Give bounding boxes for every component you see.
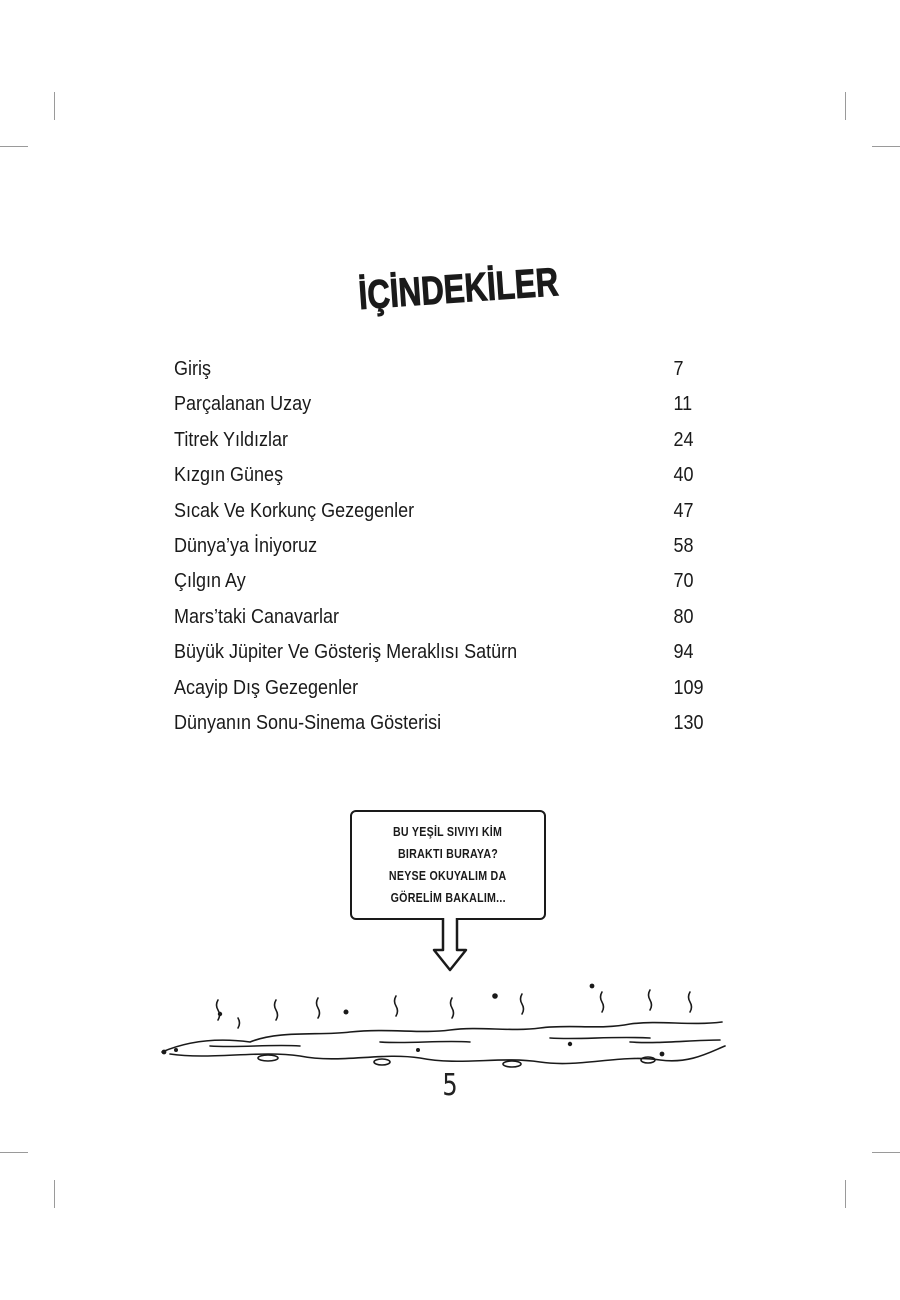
sign-text-line: GÖRELİM BAKALIM... bbox=[390, 890, 506, 905]
toc-entry bbox=[174, 494, 719, 529]
toc-entry bbox=[174, 564, 719, 599]
crop-mark-top-right-horizontal bbox=[872, 146, 900, 147]
toc-entry bbox=[174, 352, 719, 387]
toc-entry-page: 109 bbox=[673, 676, 704, 699]
toc-entry-title: Giriş bbox=[174, 358, 211, 380]
sign-text-line: BU YEŞİL SIVIYI KİM bbox=[393, 824, 503, 839]
toc-entry-page: 11 bbox=[673, 393, 693, 416]
toc-entry-title: Dünya’ya İniyoruz bbox=[174, 534, 318, 557]
sign-text-line: BIRAKTI BURAYA? bbox=[397, 846, 499, 861]
crop-mark-bottom-right-vertical bbox=[845, 1180, 846, 1208]
toc-entry-page: 24 bbox=[673, 428, 694, 451]
toc-entry bbox=[174, 671, 719, 706]
toc-entry-page: 40 bbox=[673, 464, 694, 487]
toc-entry-title: Büyük Jüpiter Ve Gösteriş Meraklısı Satürn bbox=[174, 641, 518, 664]
toc-entry-page: 80 bbox=[673, 605, 694, 628]
toc-entry-page: 130 bbox=[673, 711, 704, 734]
toc-entry bbox=[174, 600, 719, 635]
toc-entry bbox=[174, 529, 719, 564]
crop-mark-bottom-right-horizontal bbox=[872, 1152, 900, 1153]
toc-entry-page: 58 bbox=[673, 534, 694, 557]
crop-mark-bottom-left-horizontal bbox=[0, 1152, 28, 1153]
toc-entry-page: 94 bbox=[673, 641, 694, 664]
toc-entry-page: 70 bbox=[673, 570, 694, 593]
toc-entry bbox=[174, 706, 719, 741]
toc-entry-title: Dünyanın Sonu-Sinema Gösterisi bbox=[174, 711, 442, 734]
page-title-text: İÇİNDEKİLER bbox=[357, 256, 616, 319]
toc-entry-title: Titrek Yıldızlar bbox=[174, 428, 289, 451]
page-title bbox=[350, 250, 616, 319]
toc-entry bbox=[174, 423, 719, 458]
slime-illustration bbox=[150, 800, 740, 1080]
hand-drawn-sign bbox=[350, 810, 546, 920]
crop-mark-bottom-left-vertical bbox=[54, 1180, 55, 1208]
toc-entry-page: 47 bbox=[673, 499, 694, 522]
sign-text-line: NEYSE OKUYALIM DA bbox=[389, 868, 507, 883]
toc-entry-title: Sıcak Ve Korkunç Gezegenler bbox=[174, 499, 415, 522]
crop-mark-top-left-vertical bbox=[54, 92, 55, 120]
table-of-contents bbox=[174, 352, 734, 741]
toc-entry-title: Parçalanan Uzay bbox=[174, 393, 312, 416]
crop-mark-top-right-vertical bbox=[845, 92, 846, 120]
toc-entry-title: Kızgın Güneş bbox=[174, 464, 284, 487]
toc-entry bbox=[174, 635, 719, 670]
down-arrow-icon bbox=[430, 918, 470, 974]
toc-entry-page: 7 bbox=[673, 358, 684, 380]
toc-entry bbox=[174, 458, 719, 493]
toc-entry-title: Çılgın Ay bbox=[174, 570, 246, 593]
green-slime-puddle bbox=[150, 980, 740, 1080]
toc-entry bbox=[174, 387, 719, 422]
page-number: 5 bbox=[442, 1068, 458, 1103]
crop-mark-top-left-horizontal bbox=[0, 146, 28, 147]
toc-entry-title: Acayip Dış Gezegenler bbox=[174, 676, 359, 699]
toc-entry-title: Mars’taki Canavarlar bbox=[174, 605, 340, 628]
